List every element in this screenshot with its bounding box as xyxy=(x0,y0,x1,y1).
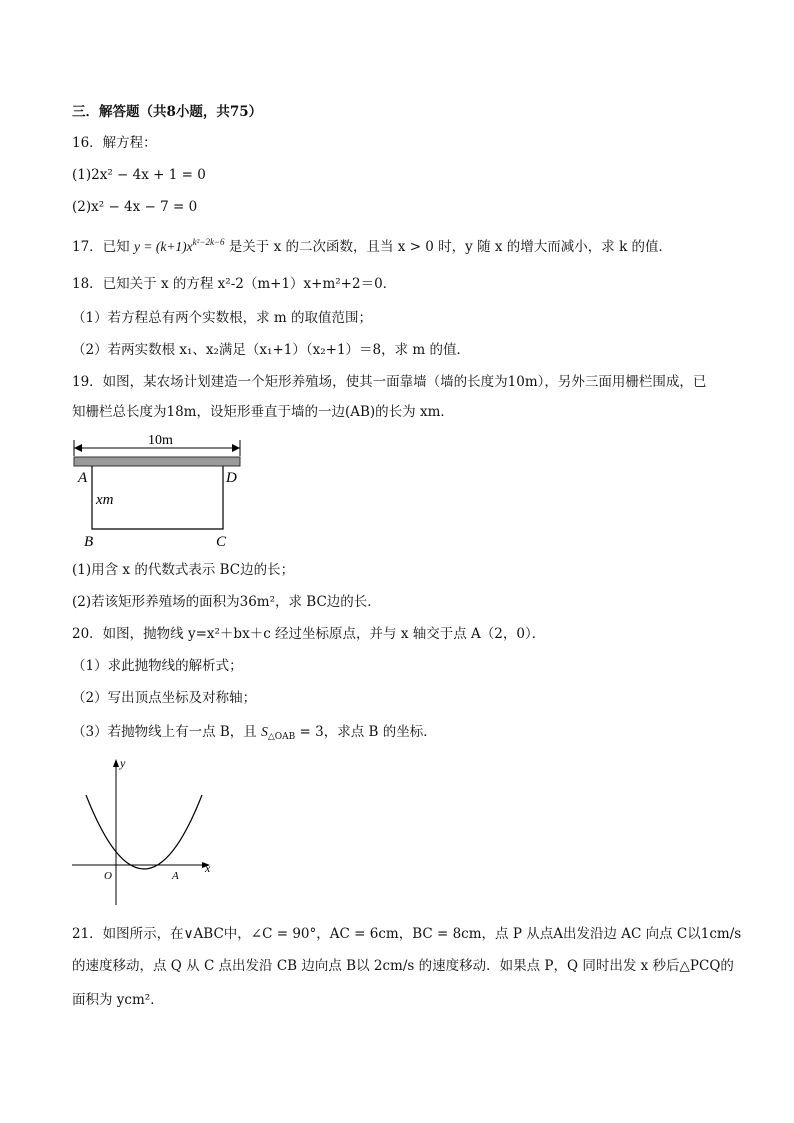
q17-suffix: 是关于 x 的二次函数，且当 x > 0 时，y 随 x 的增大而减小，求 k 的值． xyxy=(224,239,673,255)
q17-formula: y = (k+1)x xyxy=(133,239,193,254)
q18-part2: （2）若两实数根 x₁、x₂满足（x₁+1）（x₂+1）＝8，求 m 的值． xyxy=(72,342,471,358)
q20-stem: 20．如图，抛物线 y=x²＋bx＋c 经过坐标原点，并与 x 轴交于点 A（2，0）． xyxy=(72,626,546,642)
q20-figure xyxy=(68,755,228,910)
arrow-left-icon xyxy=(74,444,82,452)
q21-line1: 21．如图所示，在∨ABC中，∠C = 90°，AC = 6cm，BC = 8cm，点 P 从点A出发沿边 AC 向点 C以1cm/s xyxy=(72,926,742,942)
origin-label: O xyxy=(104,870,112,882)
q18-part1: （1）若方程总有两个实数根，求 m 的取值范围； xyxy=(72,310,372,326)
x-axis-label: x xyxy=(205,861,211,875)
q16-part2: (2)x² − 4x − 7 = 0 xyxy=(72,199,198,215)
q19-part2: (2)若该矩形养殖场的面积为36m²，求 BC边的长． xyxy=(72,594,381,610)
q19-part1: (1)用含 x 的代数式表示 BC边的长； xyxy=(72,562,295,578)
label-D: D xyxy=(226,470,237,486)
q19-line1: 19．如图，某农场计划建造一个矩形养殖场，使其一面靠墙（墙的长度为10m），另外三面用栅栏围成，已 xyxy=(72,374,707,390)
q20-area-symbol: S xyxy=(261,724,268,739)
q21-line2: 的速度移动，点 Q 从 C 点出发沿 CB 边向点 B以 2cm/s 的速度移动．如果点 P，Q 同时出发 x 秒后△PCQ的 xyxy=(72,958,734,974)
parabola-curve xyxy=(86,795,202,869)
y-axis-arrow-icon xyxy=(113,759,119,767)
point-A-label: A xyxy=(172,870,179,882)
arrow-right-icon xyxy=(232,444,240,452)
q17-prefix: 17．已知 xyxy=(72,239,134,255)
q19-line2: 知栅栏总长度为18m，设矩形垂直于墙的一边(AB)的长为 xm． xyxy=(72,404,454,420)
wall-length-label: 10m xyxy=(148,433,173,448)
label-side: xm xyxy=(96,492,114,508)
q20-part3-suffix: = 3，求点 B 的坐标． xyxy=(295,724,437,740)
q21-line3: 面积为 ycm²． xyxy=(72,992,164,1008)
section-title: 三．解答题（共8小题，共75） xyxy=(72,104,263,120)
wall xyxy=(74,457,240,466)
q20-area-subscript: △OAB xyxy=(267,732,296,742)
q19-figure xyxy=(68,430,258,552)
q20-part3-prefix: （3）若抛物线上有一点 B，且 xyxy=(72,724,262,740)
q20-part3 xyxy=(72,722,437,747)
q16-stem: 16．解方程： xyxy=(72,135,157,151)
q17-text xyxy=(72,232,672,257)
q20-part2: （2）写出顶点坐标及对称轴； xyxy=(72,690,257,706)
q16-part1: (1)2x² − 4x + 1 = 0 xyxy=(72,167,206,183)
q18-stem: 18．已知关于 x 的方程 x²-2（m+1）x+m²+2＝0． xyxy=(72,276,397,292)
label-C: C xyxy=(216,534,227,550)
q17-exponent: k²−2k−6 xyxy=(192,237,225,247)
q20-part1: （1）求此抛物线的解析式； xyxy=(72,658,243,674)
label-B: B xyxy=(84,534,94,550)
y-axis-label: y xyxy=(120,756,126,770)
label-A: A xyxy=(78,470,88,486)
